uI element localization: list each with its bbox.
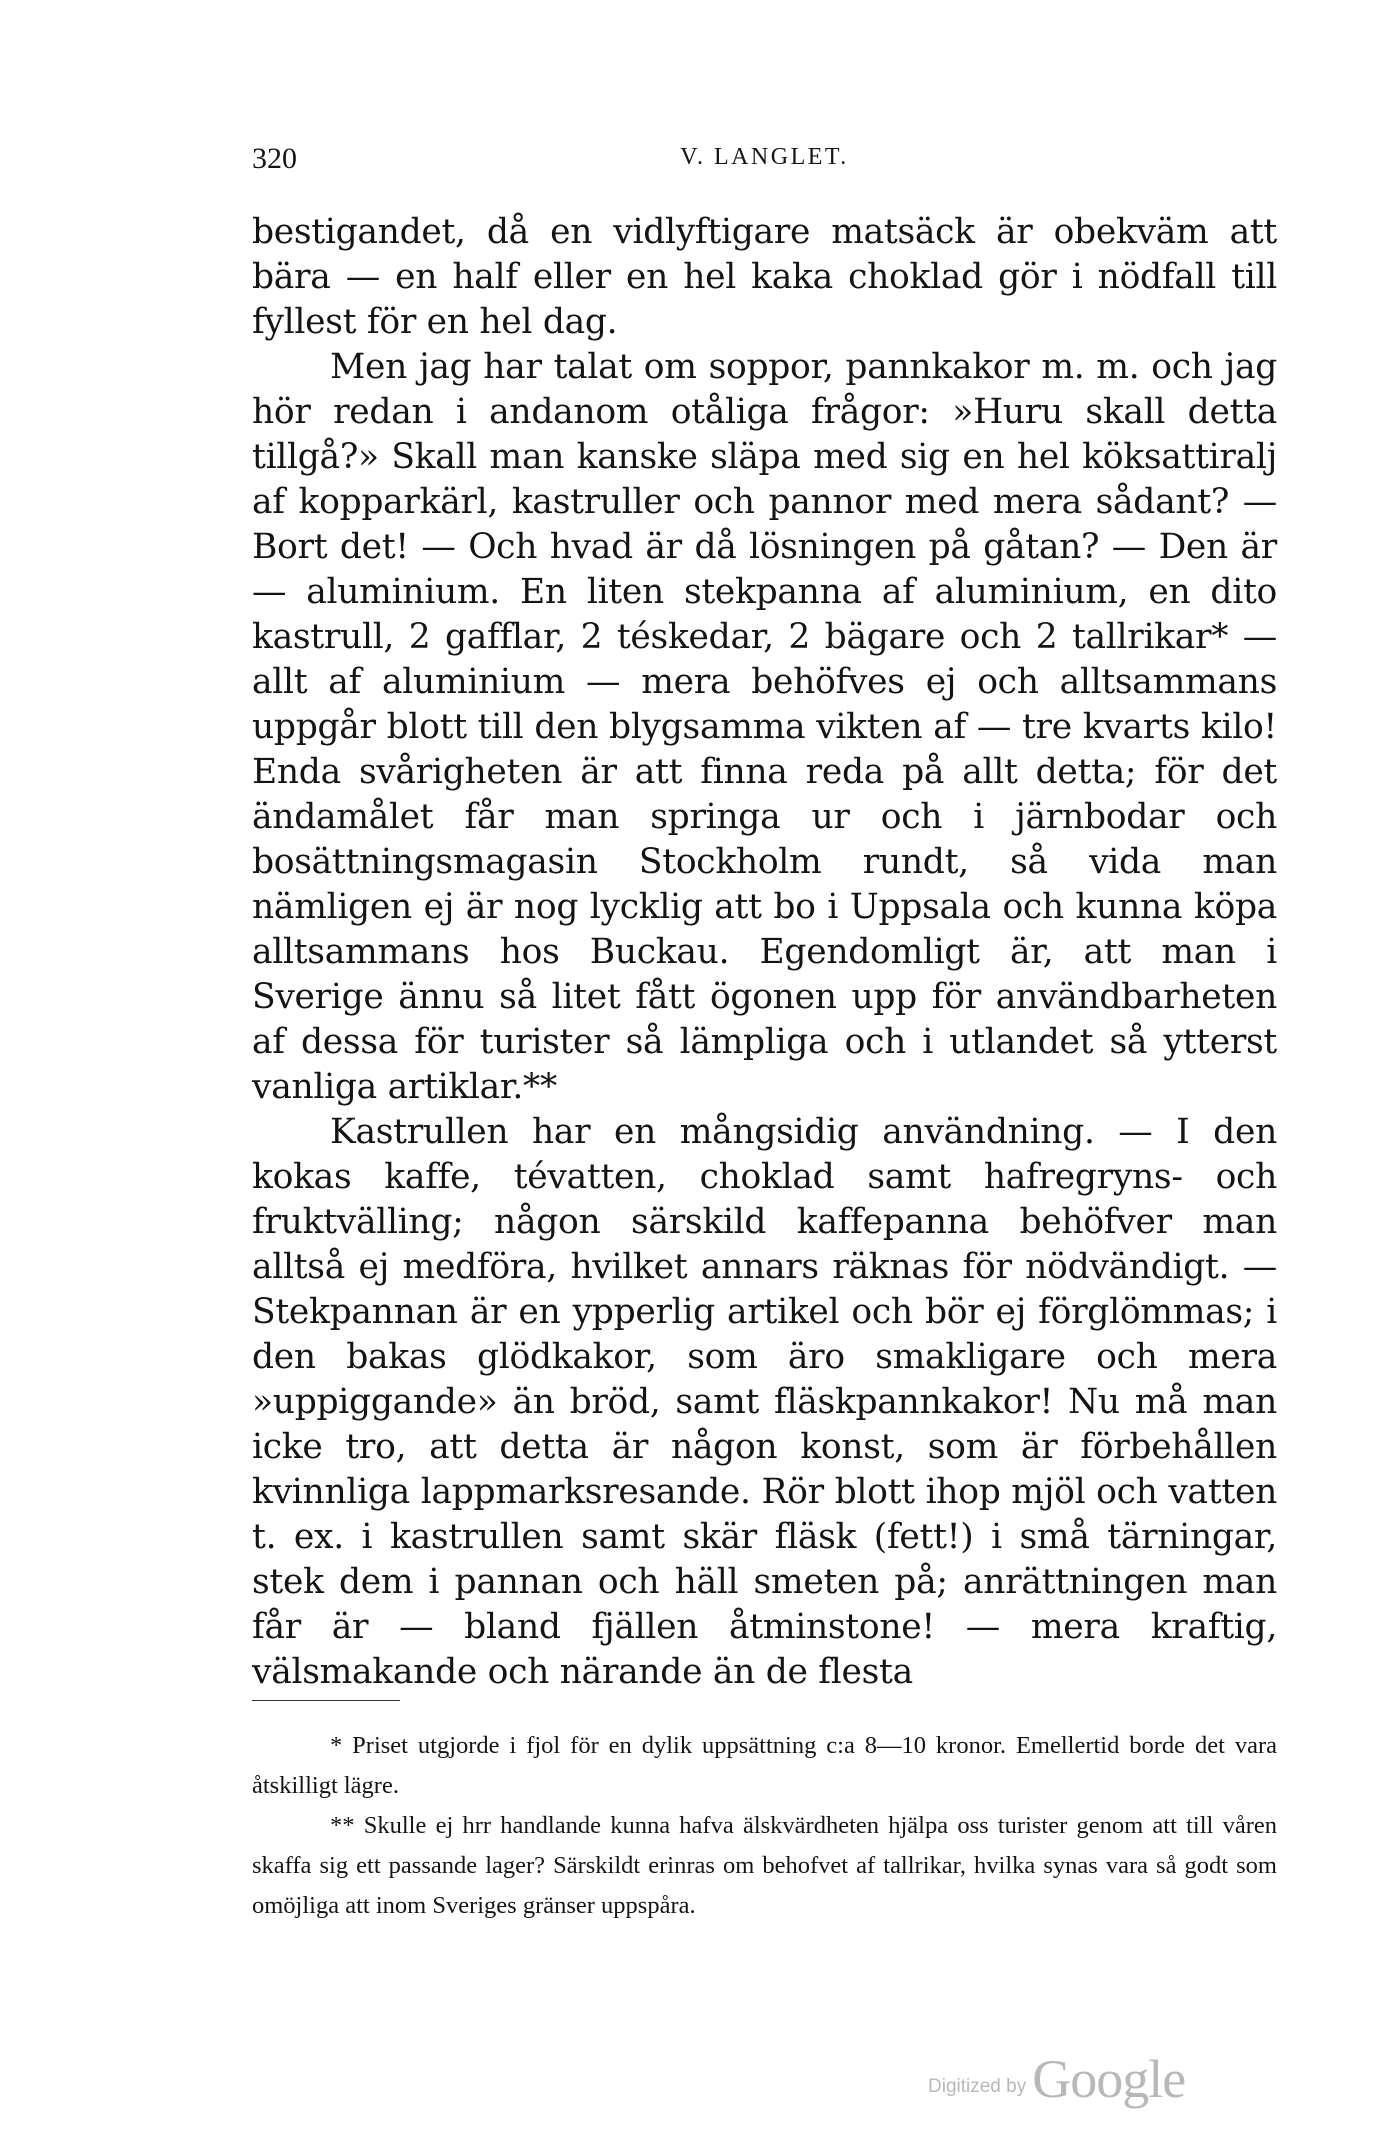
footnote-2: ** Skulle ej hrr handlande kunna hafva älskvärdheten hjälpa oss turister genom att till våren skaffa sig ett passande lager? Särskildt erinras om behofvet af tallrikar, hvilka synas vara så godt som omöjliga att inom Sveriges gränser uppspåra.	[252, 1812, 1277, 1919]
footnote-divider	[252, 1700, 400, 1701]
paragraph-kastrullen: Kastrullen har en mångsidig användning. — I den kokas kaffe, tévatten, choklad samt hafregryns- och fruktvälling; någon särskild kaffepanna behöfver man alltså ej medföra, hvilket annars räknas för nödvändigt. — Stekpannan är en ypperlig artikel och bör ej förglömmas; i den bakas glödkakor, som äro smakligare och mera »uppiggande» än bröd, samt fläskpannkakor! Nu må man icke tro, att detta är någon konst, som är förbehållen kvinnliga lappmarksresande. Rör blott ihop mjöl och vatten t. ex. i kastrullen samt skär fläsk (fett!) i små tärningar, stek dem i pannan och häll smeten på; anrättningen man får är — bland fjällen åtminstone! — mera kraftig, välsmakande och närande än de flesta	[252, 1112, 1277, 1692]
footnote-1: * Priset utgjorde i fjol för en dylik uppsättning c:a 8—10 kronor. Emellertid borde det vara åtskilligt lägre.	[252, 1732, 1277, 1799]
watermark-prefix: Digitized by	[928, 2076, 1027, 2097]
footnotes	[252, 1726, 1277, 1926]
paragraph-aluminium: Men jag har talat om soppor, pannkakor m. m. och jag hör redan i andanom otåliga frågor: »Huru skall detta tillgå?» Skall man kanske släpa med sig en hel köksattiralj af kopparkärl, kastruller och pannor med mera sådant? — Bort det! — Och hvad är då lösningen på gåtan? — Den är — aluminium. En liten stekpanna af aluminium, en dito kastrull, 2 gafflar, 2 téskedar, 2 bägare och 2 tallrikar* — allt af aluminium — mera behöfves ej och alltsammans uppgår blott till den blygsamma vikten af — tre kvarts kilo! Enda svårigheten är att finna reda på allt detta; för det ändamålet får man springa ur och i järnbodar och bosättningsmagasin Stockholm rundt, så vida man nämligen ej är nog lycklig att bo i Uppsala och kunna köpa alltsammans hos Buckau. Egendomligt är, att man i Sverige ännu så litet fått ögonen upp för användbarheten af dessa för turister så lämpliga och i utlandet så ytterst vanliga artiklar.**	[252, 347, 1277, 1107]
watermark-brand: Google	[1032, 2049, 1186, 2109]
running-title: V. LANGLET.	[680, 144, 849, 170]
running-head	[252, 142, 1277, 182]
body-text	[252, 210, 1277, 1695]
digitized-watermark	[928, 2049, 1186, 2109]
page-number: 320	[252, 142, 297, 175]
paragraph-continued: bestigandet, då en vidlyftigare matsäck är obekväm att bära — en half eller en hel kaka choklad gör i nödfall till fyllest för en hel dag.	[252, 212, 1277, 342]
